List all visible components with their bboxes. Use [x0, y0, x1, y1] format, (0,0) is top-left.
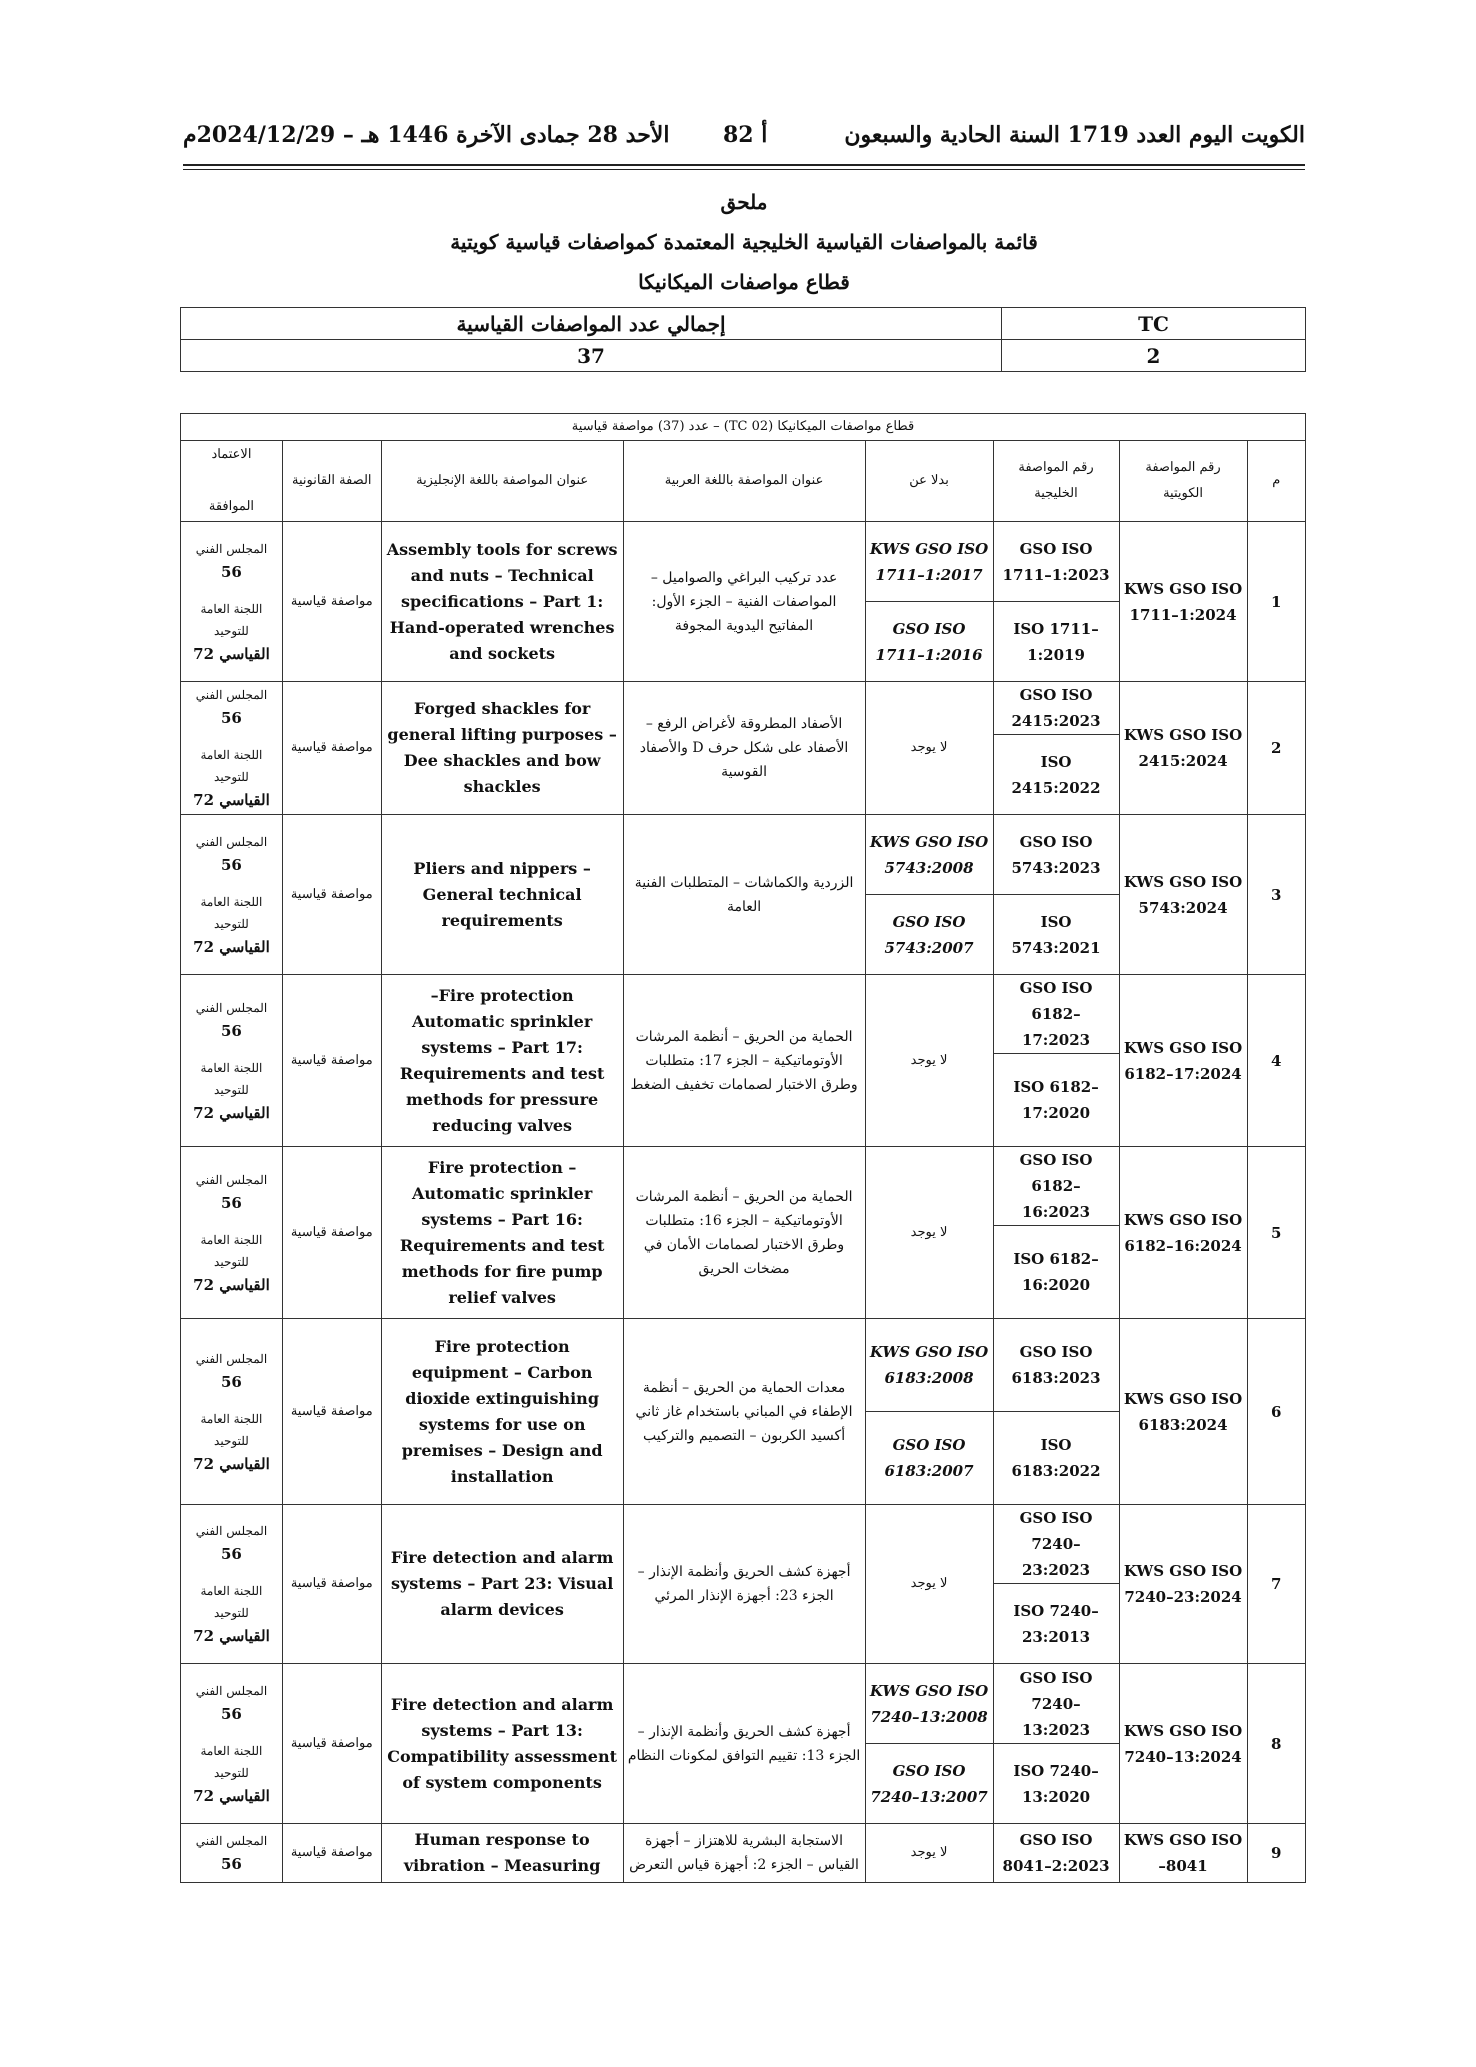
kws-number: KWS GSO ISO 8041– [1119, 1824, 1247, 1883]
title-arabic: الاستجابة البشرية للاهتزاز – أجهزة القياس – الجزء 2: أجهزة قياس التعرض [623, 1824, 865, 1883]
row-number: 4 [1247, 975, 1305, 1147]
header-legal: الصفة القانونية [282, 441, 381, 522]
kws-number: KWS GSO ISO 6182–16:2024 [1119, 1147, 1247, 1319]
gso-number: GSO ISO 8041–2:2023 [993, 1824, 1119, 1883]
replaces-kws: KWS GSO ISO 5743:2008 [865, 815, 993, 895]
iso-number: ISO 6182–17:2020 [993, 1054, 1119, 1147]
kws-number: KWS GSO ISO 5743:2024 [1119, 815, 1247, 975]
table-row [181, 682, 1306, 735]
approval-committee-2: للتوحيد [214, 1082, 249, 1097]
title-arabic: أجهزة كشف الحريق وأنظمة الإنذار – الجزء 23: أجهزة الإنذار المرئي [623, 1505, 865, 1664]
approval-committee-no: القياسي 72 [193, 1275, 270, 1294]
header-rule [183, 164, 1305, 166]
approval-committee-no: القياسي 72 [193, 1627, 270, 1645]
replaces-gso: GSO ISO 6183:2007 [865, 1412, 993, 1505]
header-approval [181, 441, 283, 522]
replaces-kws: KWS GSO ISO 6183:2008 [865, 1319, 993, 1412]
legal-status: مواصفة قياسية [282, 1505, 381, 1664]
list-title: قائمة بالمواصفات القياسية الخليجية المعتمدة كمواصفات قياسية كويتية [450, 230, 1038, 254]
title-english: Assembly tools for screws and nuts – Technical specifications – Part 1: Hand-operated wrenches and sockets [381, 522, 623, 682]
gso-number: GSO ISO 6182–16:2023 [993, 1147, 1119, 1226]
approval-council: المجلس الفني [195, 541, 268, 556]
approval-council: المجلس الفني [195, 834, 268, 849]
approval-committee: اللجنة العامة [200, 894, 263, 909]
title-arabic: عدد تركيب البراغي والصواميل – المواصفات الفنية – الجزء الأول: المفاتيح اليدوية المجوفة [623, 522, 865, 682]
kws-number: KWS GSO ISO 7240–23:2024 [1119, 1505, 1247, 1664]
title-arabic: أجهزة كشف الحريق وأنظمة الإنذار – الجزء 13: تقييم التوافق لمكونات النظام [623, 1664, 865, 1824]
approval-council: المجلس الفني [195, 1172, 268, 1187]
approval-committee-2: للتوحيد [214, 770, 249, 784]
header-title-en: عنوان المواصفة باللغة الإنجليزية [381, 441, 623, 522]
title-english: Fire detection and alarm systems – Part 13: Compatibility assessment of system components [381, 1664, 623, 1824]
approval-committee-no: القياسي 72 [193, 1786, 270, 1805]
replaces-gso: GSO ISO 5743:2007 [865, 895, 993, 975]
table-row [181, 1664, 1306, 1744]
approval-committee: اللجنة العامة [200, 1584, 263, 1598]
table-row [181, 815, 1306, 895]
header-page-number: أ 82 [723, 122, 768, 148]
legal-status: مواصفة قياسية [282, 1824, 381, 1883]
page-header [183, 122, 1305, 162]
table-row [181, 1505, 1306, 1584]
table-row [181, 1824, 1306, 1883]
iso-number: ISO 6182–16:2020 [993, 1226, 1119, 1319]
approval-council-no: 56 [221, 1372, 242, 1391]
replaces-gso: GSO ISO 7240–13:2007 [865, 1744, 993, 1824]
approval [181, 522, 283, 682]
approval-committee: اللجنة العامة [200, 1232, 263, 1247]
iso-number: ISO 7240–23:2013 [993, 1584, 1119, 1664]
header-no: م [1247, 441, 1305, 522]
title-english: Fire protection equipment – Carbon dioxide extinguishing systems for use on premises – Design and installation [381, 1319, 623, 1505]
title-arabic: معدات الحماية من الحريق – أنظمة الإطفاء في المباني باستخدام غاز ثاني أكسيد الكربون – التصميم والتركيب [623, 1319, 865, 1505]
replaces-none: لا يوجد [865, 682, 993, 815]
replaces-kws: KWS GSO ISO 7240–13:2008 [865, 1664, 993, 1744]
table-row [181, 1319, 1306, 1412]
approval-council: المجلس الفني [195, 688, 268, 702]
table-row [181, 1147, 1306, 1226]
approval-committee-2: للتوحيد [214, 1433, 249, 1448]
header-date: الأحد 28 جمادى الآخرة 1446 هـ – 2024/12/29م [183, 122, 670, 148]
header-rule-thin [183, 169, 1305, 170]
approval-committee: اللجنة العامة [200, 1411, 263, 1426]
iso-number: ISO 5743:2021 [993, 895, 1119, 975]
iso-number: ISO 6183:2022 [993, 1412, 1119, 1505]
replaces-none: لا يوجد [865, 975, 993, 1147]
approval [181, 1664, 283, 1824]
approval-council-no: 56 [221, 1545, 242, 1563]
header-kws: رقم المواصفة الكويتية [1119, 441, 1247, 522]
row-number: 9 [1247, 1824, 1305, 1883]
approval-council: المجلس الفني [195, 1524, 268, 1538]
gso-number: GSO ISO 7240–23:2023 [993, 1505, 1119, 1584]
legal-status: مواصفة قياسية [282, 1147, 381, 1319]
kws-number: KWS GSO ISO 6183:2024 [1119, 1319, 1247, 1505]
approval-committee-no: القياسي 72 [193, 644, 270, 663]
summary-total-value: 37 [181, 340, 1002, 372]
row-number: 2 [1247, 682, 1305, 815]
approval-committee: اللجنة العامة [200, 1060, 263, 1075]
title-english: –Fire protection Automatic sprinkler systems – Part 17: Requirements and test methods for pressure reducing valves [381, 975, 623, 1147]
replaces-none: لا يوجد [865, 1147, 993, 1319]
table-row [181, 522, 1306, 602]
summary-table [180, 307, 1306, 372]
gso-number: GSO ISO 5743:2023 [993, 815, 1119, 895]
legal-status: مواصفة قياسية [282, 1664, 381, 1824]
kws-number: KWS GSO ISO 6182–17:2024 [1119, 975, 1247, 1147]
summary-header-total: إجمالي عدد المواصفات القياسية [181, 308, 1002, 340]
approval-committee-2: للتوحيد [214, 1765, 249, 1780]
column-headers [181, 441, 1306, 522]
approval [181, 682, 283, 815]
table-caption: قطاع مواصفات الميكانيكا (TC 02) – عدد (37) مواصفة قياسية [181, 414, 1306, 441]
header-approval-top: الاعتماد [211, 447, 252, 462]
approval-council-no: 56 [221, 855, 242, 874]
approval-committee-no: القياسي 72 [193, 1454, 270, 1473]
legal-status: مواصفة قياسية [282, 975, 381, 1147]
approval [181, 1505, 283, 1664]
header-approval-bottom: الموافقة [208, 499, 255, 514]
summary-tc-value: 2 [1002, 340, 1306, 372]
approval [181, 1147, 283, 1319]
approval-council-no: 56 [221, 1704, 242, 1723]
iso-number: ISO 2415:2022 [993, 735, 1119, 815]
gso-number: GSO ISO 6182–17:2023 [993, 975, 1119, 1054]
header-replaces: بدلا عن [865, 441, 993, 522]
iso-number: ISO 7240–13:2020 [993, 1744, 1119, 1824]
legal-status: مواصفة قياسية [282, 1319, 381, 1505]
approval-council: المجلس الفني [195, 1351, 268, 1366]
approval [181, 1824, 283, 1883]
replaces-none: لا يوجد [865, 1824, 993, 1883]
appendix-title: ملحق [720, 190, 768, 214]
approval-committee-2: للتوحيد [214, 623, 249, 638]
title-arabic: الحماية من الحريق – أنظمة المرشات الأوتوماتيكية – الجزء 17: متطلبات وطرق الاختبار لصمامات تخفيف الضغط [623, 975, 865, 1147]
replaces-none: لا يوجد [865, 1505, 993, 1664]
approval [181, 1319, 283, 1505]
legal-status: مواصفة قياسية [282, 682, 381, 815]
approval-committee-2: للتوحيد [214, 916, 249, 931]
approval-council-no: 56 [221, 709, 242, 727]
replaces-gso: GSO ISO 1711–1:2016 [865, 602, 993, 682]
row-number: 7 [1247, 1505, 1305, 1664]
approval-committee: اللجنة العامة [200, 748, 263, 762]
approval-council-no: 56 [221, 1193, 242, 1212]
approval-committee-2: للتوحيد [214, 1254, 249, 1269]
approval-committee: اللجنة العامة [200, 601, 263, 616]
approval-council: المجلس الفني [195, 1834, 268, 1848]
approval-committee-no: القياسي 72 [193, 791, 270, 809]
title-english: Forged shackles for general lifting purposes – Dee shackles and bow shackles [381, 682, 623, 815]
approval-committee: اللجنة العامة [200, 1743, 263, 1758]
title-english: Human response to vibration – Measuring [381, 1824, 623, 1883]
approval-council: المجلس الفني [195, 1683, 268, 1698]
approval-council-no: 56 [221, 1021, 242, 1040]
gso-number: GSO ISO 6183:2023 [993, 1319, 1119, 1412]
approval [181, 815, 283, 975]
gso-number: GSO ISO 1711–1:2023 [993, 522, 1119, 602]
kws-number: KWS GSO ISO 2415:2024 [1119, 682, 1247, 815]
sector-title: قطاع مواصفات الميكانيكا [638, 270, 850, 294]
header-title-ar: عنوان المواصفة باللغة العربية [623, 441, 865, 522]
title-arabic: الحماية من الحريق – أنظمة المرشات الأوتوماتيكية – الجزء 16: متطلبات وطرق الاختبار لصمامات الأمان في مضخات الحريق [623, 1147, 865, 1319]
title-english: Pliers and nippers – General technical requirements [381, 815, 623, 975]
standards-table [180, 413, 1306, 1883]
header-gso: رقم المواصفة الخليجية [993, 441, 1119, 522]
title-english: Fire detection and alarm systems – Part 23: Visual alarm devices [381, 1505, 623, 1664]
legal-status: مواصفة قياسية [282, 522, 381, 682]
row-number: 5 [1247, 1147, 1305, 1319]
header-issue: الكويت اليوم العدد 1719 السنة الحادية والسبعون [844, 122, 1305, 148]
title-arabic: الأصفاد المطروقة لأغراض الرفع – الأصفاد على شكل حرف D والأصفاد القوسية [623, 682, 865, 815]
gso-number: GSO ISO 7240–13:2023 [993, 1664, 1119, 1744]
legal-status: مواصفة قياسية [282, 815, 381, 975]
table-row [181, 975, 1306, 1054]
approval-council: المجلس الفني [195, 1000, 268, 1015]
approval-committee-no: القياسي 72 [193, 937, 270, 956]
approval-council-no: 56 [221, 562, 242, 581]
row-number: 3 [1247, 815, 1305, 975]
approval-committee-2: للتوحيد [214, 1606, 249, 1620]
row-number: 1 [1247, 522, 1305, 682]
kws-number: KWS GSO ISO 1711–1:2024 [1119, 522, 1247, 682]
row-number: 8 [1247, 1664, 1305, 1824]
replaces-kws: KWS GSO ISO 1711–1:2017 [865, 522, 993, 602]
approval-committee-no: القياسي 72 [193, 1103, 270, 1122]
approval-council-no: 56 [221, 1855, 242, 1873]
kws-number: KWS GSO ISO 7240–13:2024 [1119, 1664, 1247, 1824]
summary-header-tc: TC [1002, 308, 1306, 340]
title-arabic: الزردية والكماشات – المتطلبات الفنية العامة [623, 815, 865, 975]
approval [181, 975, 283, 1147]
title-english: Fire protection – Automatic sprinkler systems – Part 16: Requirements and test methods for fire pump relief valves [381, 1147, 623, 1319]
iso-number: ISO 1711–1:2019 [993, 602, 1119, 682]
row-number: 6 [1247, 1319, 1305, 1505]
gso-number: GSO ISO 2415:2023 [993, 682, 1119, 735]
